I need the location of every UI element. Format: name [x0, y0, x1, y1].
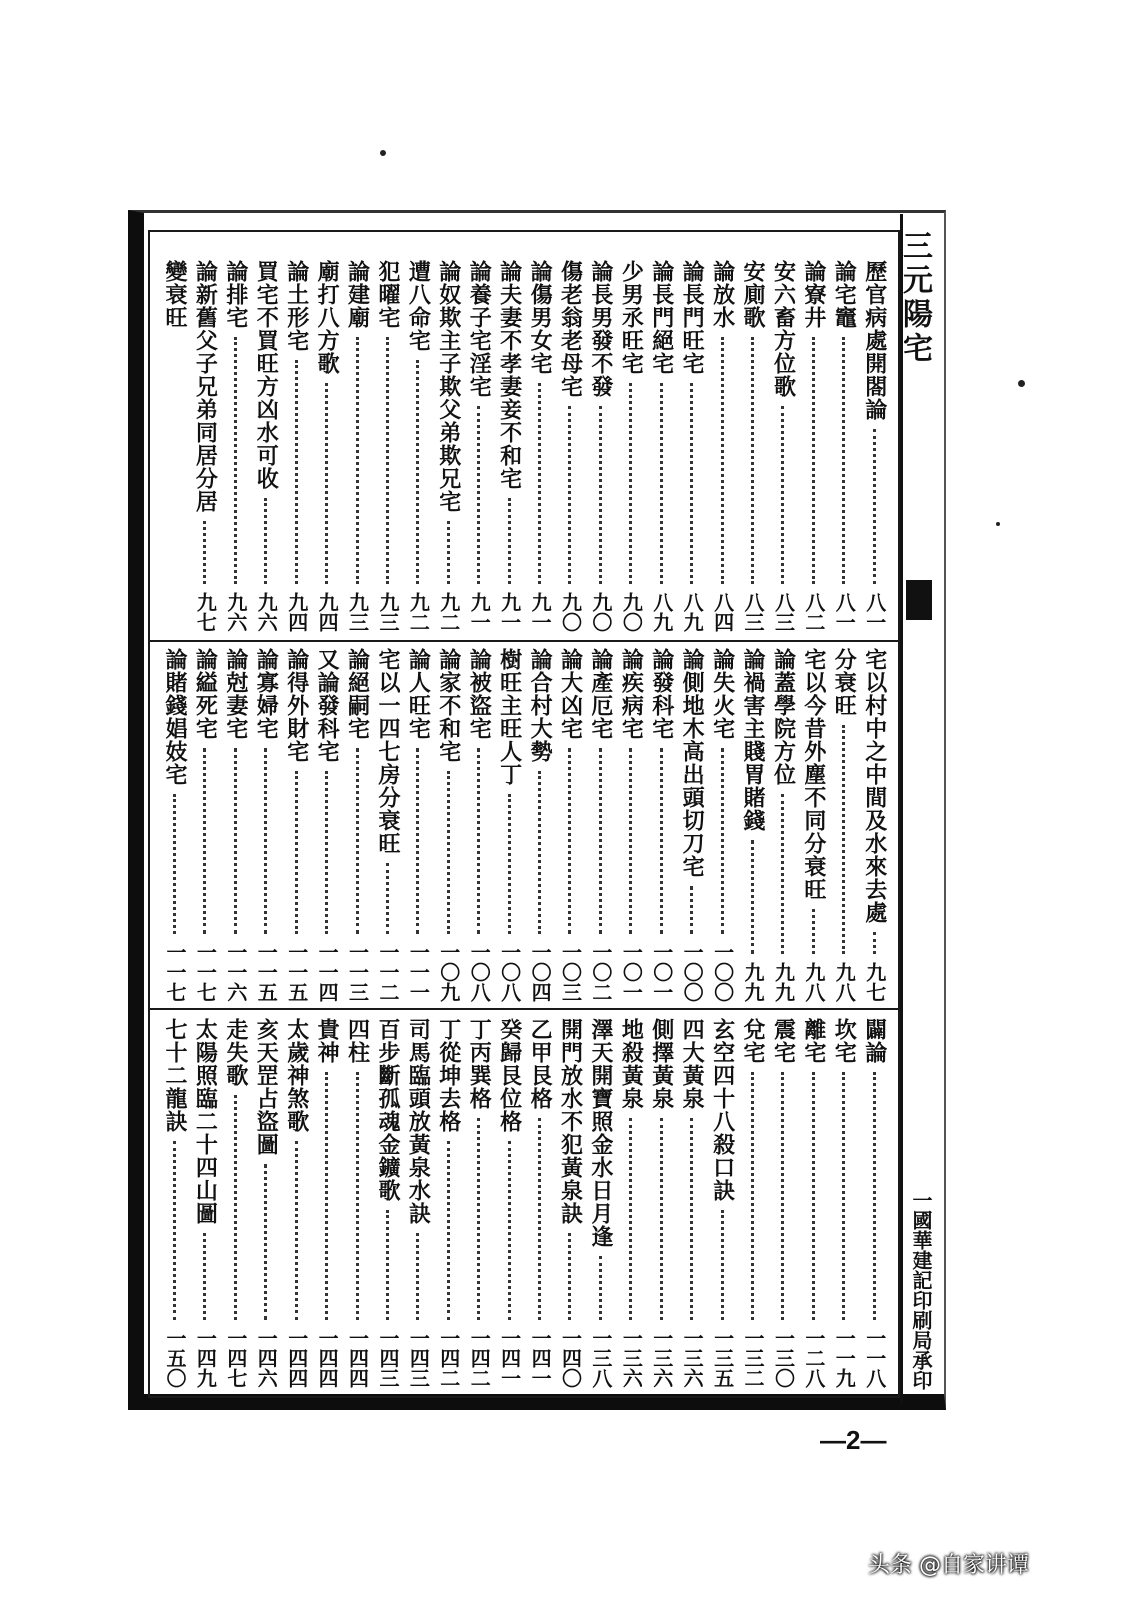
toc-entry-page: 九四: [315, 592, 340, 632]
dot-leader: [751, 337, 754, 584]
toc-entry: [464, 1018, 494, 1388]
dot-leader: [690, 383, 693, 584]
toc-entry-page: 一四四: [284, 1328, 309, 1388]
toc-entry: [464, 648, 494, 1002]
toc-entry: [190, 1018, 220, 1388]
toc-entry: [373, 1018, 403, 1388]
dot-leader: [477, 406, 480, 584]
toc-entry-title: 論長門絕宅: [648, 260, 675, 375]
toc-entry: [343, 648, 373, 1002]
dot-leader: [568, 1233, 571, 1320]
toc-entry-page: 一〇〇: [710, 942, 735, 1002]
dot-leader: [356, 337, 359, 584]
toc-entry-title: 貴神: [314, 1018, 341, 1064]
dot-leader: [477, 748, 480, 934]
toc-entry: [495, 260, 525, 632]
toc-entry: [586, 260, 616, 632]
toc-entry: [738, 260, 768, 632]
toc-entry: [738, 1018, 768, 1388]
toc-entry: [829, 260, 859, 632]
toc-entry-page: 一四一: [528, 1328, 553, 1388]
toc-entry-title: 變衰旺: [162, 260, 188, 329]
toc-entry-title: 論新舊父子兄弟同居分居: [192, 260, 219, 513]
toc-entry-page: 九〇: [588, 592, 613, 632]
toc-entry-page: 一二八: [801, 1328, 826, 1388]
toc-entry: [525, 648, 555, 1002]
toc-entry: [525, 1018, 555, 1388]
toc-entry-page: 一〇八: [467, 942, 492, 1002]
toc-entry: [221, 260, 251, 632]
toc-entry: [312, 1018, 342, 1388]
toc-entry-page: 一〇〇: [680, 942, 705, 1002]
toc-entry-page: 九三: [375, 592, 400, 632]
toc-entry: [190, 260, 220, 632]
toc-entry-page: 九九: [741, 962, 766, 1002]
toc-entry-title: 論尅妻宅: [222, 648, 249, 740]
dot-leader: [386, 1210, 389, 1320]
toc-entry-page: 九〇: [619, 592, 644, 632]
dot-leader: [842, 1072, 845, 1320]
toc-entry-title: 側擇黃泉: [648, 1018, 675, 1110]
toc-entry: [282, 648, 312, 1002]
toc-entry-title: 亥天罡占盜圖: [253, 1018, 280, 1156]
toc-entry: [434, 1018, 464, 1388]
toc-entry-title: 論禍害主賤胃賭錢: [740, 648, 767, 832]
dot-leader: [599, 406, 602, 584]
dot-leader: [203, 748, 206, 934]
toc-entry-page: 一一九: [832, 1328, 857, 1388]
toc-entry-title: 丁從坤去格: [435, 1018, 462, 1133]
dot-leader: [721, 748, 724, 934]
toc-entry-page: 九一: [467, 592, 492, 632]
dot-leader: [781, 794, 784, 954]
toc-entry-page: 一一三: [345, 942, 370, 1002]
dot-leader: [173, 1141, 176, 1320]
dot-leader: [416, 1233, 419, 1320]
dot-leader: [416, 360, 419, 584]
toc-section-1: [160, 260, 890, 632]
toc-entry-page: 一〇九: [436, 942, 461, 1002]
dot-leader: [599, 748, 602, 934]
toc-entry-page: 九二: [436, 592, 461, 632]
toc-entry-page: 一四二: [436, 1328, 461, 1388]
dot-leader: [599, 1256, 602, 1320]
dot-leader: [812, 1072, 815, 1320]
toc-entry-page: 一四三: [375, 1328, 400, 1388]
toc-entry: [343, 260, 373, 632]
toc-entry-page: 一〇二: [588, 942, 613, 1002]
toc-entry-page: 八九: [680, 592, 705, 632]
dot-leader: [690, 1118, 693, 1320]
dot-leader: [447, 521, 450, 584]
toc-entry-title: 玄空四十八殺口訣: [709, 1018, 736, 1202]
toc-entry-title: 兌宅: [740, 1018, 767, 1064]
dot-leader: [508, 1141, 511, 1320]
toc-entry-page: 一五〇: [163, 1328, 187, 1388]
dot-leader: [234, 337, 237, 584]
toc-entry-title: 論土形宅: [283, 260, 310, 352]
toc-entry: [221, 648, 251, 1002]
toc-entry: [190, 648, 220, 1002]
dot-leader: [690, 886, 693, 934]
toc-entry-page: 九〇: [558, 592, 583, 632]
toc-entry-page: 九七: [193, 592, 218, 632]
toc-entry: [677, 1018, 707, 1388]
toc-entry-title: 太陽照臨二十四山圖: [192, 1018, 219, 1225]
toc-entry-title: 開門放水不犯黃泉訣: [557, 1018, 584, 1225]
dot-leader: [447, 1141, 450, 1320]
scan-speck: [380, 150, 386, 156]
toc-entry-title: 乙甲艮格: [527, 1018, 554, 1110]
toc-entry-page: 九四: [284, 592, 309, 632]
toc-entry: [586, 648, 616, 1002]
toc-entry-page: 一三六: [649, 1328, 674, 1388]
toc-entry-page: 一三六: [680, 1328, 705, 1388]
dot-leader: [629, 748, 632, 934]
toc-entry: [677, 260, 707, 632]
toc-entry: [221, 1018, 251, 1388]
toc-entry-title: 論疾病宅: [618, 648, 645, 740]
dot-leader: [264, 748, 267, 934]
dot-leader: [295, 1141, 298, 1320]
toc-entry-page: 一一八: [862, 1328, 887, 1388]
dot-leader: [568, 406, 571, 584]
dot-leader: [295, 360, 298, 584]
toc-entry-page: 一一四: [315, 942, 340, 1002]
toc-entry: [708, 260, 738, 632]
dot-leader: [234, 1095, 237, 1320]
toc-entry-title: 論寮井: [800, 260, 827, 329]
toc-entry-title: 歷官病處開閤論: [861, 260, 888, 421]
toc-entry-page: 九一: [528, 592, 553, 632]
toc-entry-page: 一〇四: [528, 942, 553, 1002]
toc-entry-title: 買宅不買旺方凶水可收: [253, 260, 280, 490]
dot-leader: [873, 429, 876, 584]
toc-entry-page: 一一六: [223, 942, 248, 1002]
toc-entry-title: 論大凶宅: [557, 648, 584, 740]
dot-leader: [264, 498, 267, 584]
toc-entry: [647, 260, 677, 632]
toc-entry-title: 少男氶旺宅: [618, 260, 645, 375]
toc-entry-title: 分衰旺: [831, 648, 858, 717]
toc-entry-page: 九九: [771, 962, 796, 1002]
toc-entry: [160, 648, 190, 1002]
dot-leader: [873, 1072, 876, 1320]
dot-leader: [751, 1072, 754, 1320]
toc-entry-title: 論人旺宅: [405, 648, 432, 740]
toc-entry-title: 又論發科宅: [314, 648, 341, 763]
toc-entry: [616, 648, 646, 1002]
toc-entry: [799, 648, 829, 1002]
toc-entry: [738, 648, 768, 1002]
dot-leader: [721, 1210, 724, 1320]
toc-entry-title: 論長男發不發: [587, 260, 614, 398]
toc-entry-title: 論絕嗣宅: [344, 648, 371, 740]
toc-entry-page: 一四二: [467, 1328, 492, 1388]
toc-entry: [829, 1018, 859, 1388]
toc-entry-page: 一四一: [497, 1328, 522, 1388]
toc-entry-title: 百步斷孤魂金鑛歌: [374, 1018, 401, 1202]
toc-entry-page: 一四〇: [558, 1328, 583, 1388]
toc-entry-title: 坎宅: [831, 1018, 858, 1064]
dot-leader: [508, 794, 511, 934]
toc-entry: [768, 260, 798, 632]
toc-entry: [616, 1018, 646, 1388]
toc-entry-title: 犯曜宅: [374, 260, 401, 329]
dot-leader: [660, 748, 663, 934]
toc-entry-page: 一四四: [345, 1328, 370, 1388]
dot-leader: [721, 337, 724, 584]
toc-entry: [616, 260, 646, 632]
toc-entry-page: 一一七: [193, 942, 218, 1002]
toc-entry-page: 一一七: [163, 942, 187, 1002]
toc-entry: [251, 260, 281, 632]
toc-entry-page: 九三: [345, 592, 370, 632]
toc-entry-title: 論產厄宅: [587, 648, 614, 740]
toc-entry: [555, 648, 585, 1002]
toc-entry: [312, 260, 342, 632]
toc-entry: [647, 1018, 677, 1388]
toc-entry-title: 論奴欺主子欺父弟欺兄宅: [435, 260, 462, 513]
toc-entry-page: 八二: [801, 592, 826, 632]
toc-entry-title: 論側地木高出頭切刀宅: [679, 648, 706, 878]
dot-leader: [842, 725, 845, 954]
toc-entry-page: 八九: [649, 592, 674, 632]
toc-entry-title: 論得外財宅: [283, 648, 310, 763]
toc-entry-title: 論長門旺宅: [679, 260, 706, 375]
toc-entry: [343, 1018, 373, 1388]
toc-entry-page: 八一: [862, 592, 887, 632]
dot-leader: [568, 748, 571, 934]
toc-entry-title: 論排宅: [222, 260, 249, 329]
toc-entry: [251, 648, 281, 1002]
toc-entry-title: 論養子宅淫宅: [466, 260, 493, 398]
toc-entry: [495, 1018, 525, 1388]
toc-entry: [373, 260, 403, 632]
toc-entry: [860, 648, 890, 1002]
toc-entry-page: 九六: [223, 592, 248, 632]
dot-leader: [538, 1118, 541, 1320]
toc-entry-page: 一三二: [741, 1328, 766, 1388]
toc-entry-title: 七十二龍訣: [162, 1018, 188, 1133]
toc-entry: [160, 260, 190, 632]
dot-leader: [386, 337, 389, 584]
toc-entry-title: 澤天開寶照金水日月逢: [587, 1018, 614, 1248]
dot-leader: [203, 521, 206, 584]
dot-leader: [203, 1233, 206, 1320]
dot-leader: [234, 748, 237, 934]
toc-entry-page: 八一: [832, 592, 857, 632]
toc-entry-title: 論發科宅: [648, 648, 675, 740]
toc-entry-title: 震宅: [770, 1018, 797, 1064]
toc-entry-page: 八三: [741, 592, 766, 632]
toc-entry-title: 安廁歌: [740, 260, 767, 329]
toc-entry: [555, 260, 585, 632]
dot-leader: [356, 1072, 359, 1320]
toc-entry-page: 九八: [801, 962, 826, 1002]
toc-entry-title: 論家不和宅: [435, 648, 462, 763]
book-title: 三元陽宅: [897, 230, 932, 366]
toc-entry-title: 宅以一四七房分衰旺: [374, 648, 401, 855]
dot-leader: [629, 383, 632, 584]
toc-entry: [829, 648, 859, 1002]
toc-section-2: [160, 648, 890, 1002]
toc-entry-page: 九一: [497, 592, 522, 632]
dot-leader: [873, 932, 876, 954]
toc-entry-page: 九八: [832, 962, 857, 1002]
toc-entry: [251, 1018, 281, 1388]
toc-entry: [799, 1018, 829, 1388]
dot-leader: [325, 383, 328, 584]
dot-leader: [660, 383, 663, 584]
toc-entry: [799, 260, 829, 632]
toc-entry-title: 四大黃泉: [679, 1018, 706, 1110]
toc-entry-page: 九六: [254, 592, 279, 632]
toc-entry-title: 論失火宅: [709, 648, 736, 740]
toc-entry-title: 論宅竈: [831, 260, 858, 329]
toc-entry: [403, 648, 433, 1002]
toc-entry-page: 一一五: [254, 942, 279, 1002]
dot-leader: [477, 1118, 480, 1320]
toc-entry-title: 癸歸艮位格: [496, 1018, 523, 1133]
toc-entry-title: 廟打八方歌: [314, 260, 341, 375]
toc-entry-title: 闢論: [861, 1018, 888, 1064]
toc-entry-title: 司馬臨頭放黃泉水訣: [405, 1018, 432, 1225]
toc-entry: [434, 648, 464, 1002]
toc-entry-title: 論賭錢娼妓宅: [162, 648, 188, 786]
toc-entry: [708, 1018, 738, 1388]
toc-entry: [403, 260, 433, 632]
page-number: —2—: [820, 1425, 887, 1455]
toc-entry-title: 論放水: [709, 260, 736, 329]
toc-entry-page: 一四九: [193, 1328, 218, 1388]
toc-entry-title: 離宅: [800, 1018, 827, 1064]
section-divider: [150, 640, 900, 642]
scan-speck: [1018, 380, 1025, 387]
watermark: 头条 @自家讲谭: [868, 1553, 1029, 1578]
toc-entry-page: 一四七: [223, 1328, 248, 1388]
toc-entry: [160, 1018, 190, 1388]
section-divider: [150, 1008, 900, 1010]
toc-entry-title: 走失歌: [222, 1018, 249, 1087]
dot-leader: [508, 498, 511, 584]
dot-leader: [538, 771, 541, 934]
toc-entry-title: 樹旺主旺人丁: [496, 648, 523, 786]
toc-entry: [768, 648, 798, 1002]
dot-leader: [416, 748, 419, 934]
toc-entry-page: 一〇一: [619, 942, 644, 1002]
dot-leader: [781, 1072, 784, 1320]
dot-leader: [295, 771, 298, 934]
toc-entry-title: 論蓋學院方位: [770, 648, 797, 786]
toc-entry: [434, 260, 464, 632]
dot-leader: [325, 771, 328, 934]
scan-speck: [996, 522, 1000, 526]
toc-entry-title: 論建廟: [344, 260, 371, 329]
dot-leader: [781, 406, 784, 584]
dot-leader: [386, 863, 389, 934]
toc-entry: [282, 1018, 312, 1388]
toc-entry: [312, 648, 342, 1002]
toc-entry: [768, 1018, 798, 1388]
dot-leader: [325, 1072, 328, 1320]
toc-entry: [677, 648, 707, 1002]
toc-entry: [403, 1018, 433, 1388]
toc-entry-page: 一〇三: [558, 942, 583, 1002]
toc-entry-page: 一一五: [284, 942, 309, 1002]
dot-leader: [173, 794, 176, 934]
toc-entry-title: 地殺黃泉: [618, 1018, 645, 1110]
toc-entry: [555, 1018, 585, 1388]
dot-leader: [447, 771, 450, 934]
dot-leader: [538, 383, 541, 584]
header-ornament: [906, 580, 932, 620]
dot-leader: [842, 337, 845, 584]
publisher-imprint: 一國華建記印刷局承印: [909, 1190, 933, 1390]
toc-entry: [647, 648, 677, 1002]
toc-entry-title: 宅以村中之中間及水來去處: [861, 648, 888, 924]
dot-leader: [812, 337, 815, 584]
toc-entry-page: 八三: [771, 592, 796, 632]
toc-entry: [282, 260, 312, 632]
toc-entry-page: 一三六: [619, 1328, 644, 1388]
toc-entry-title: 四柱: [344, 1018, 371, 1064]
toc-entry-page: 一〇一: [649, 942, 674, 1002]
toc-entry-page: 一四六: [254, 1328, 279, 1388]
toc-entry-page: 一三〇: [771, 1328, 796, 1388]
toc-entry-title: 宅以今昔外塵不同分衰旺: [800, 648, 827, 901]
toc-entry-title: 丁丙巽格: [466, 1018, 493, 1110]
toc-entry-page: 一一二: [375, 942, 400, 1002]
toc-entry-title: 論傷男女宅: [527, 260, 554, 375]
toc-entry-title: 論合村大勢: [527, 648, 554, 763]
toc-entry: [464, 260, 494, 632]
toc-entry: [586, 1018, 616, 1388]
toc-entry-title: 論縊死宅: [192, 648, 219, 740]
toc-entry-page: 一三八: [588, 1328, 613, 1388]
toc-entry-page: 八四: [710, 592, 735, 632]
dot-leader: [264, 1164, 267, 1320]
toc-entry: [860, 1018, 890, 1388]
dot-leader: [812, 909, 815, 954]
toc-entry-title: 論寡婦宅: [253, 648, 280, 740]
dot-leader: [660, 1118, 663, 1320]
toc-entry-title: 傷老翁老母宅: [557, 260, 584, 398]
toc-entry-page: 一〇八: [497, 942, 522, 1002]
dot-leader: [356, 748, 359, 934]
toc-entry-title: 遭八命宅: [405, 260, 432, 352]
toc-entry-page: 一四四: [315, 1328, 340, 1388]
toc-section-3: [160, 1018, 890, 1388]
toc-entry-title: 論夫妻不孝妻妾不和宅: [496, 260, 523, 490]
toc-entry: [525, 260, 555, 632]
toc-entry: [708, 648, 738, 1002]
toc-entry: [495, 648, 525, 1002]
toc-entry-page: 一四三: [406, 1328, 431, 1388]
toc-entry: [860, 260, 890, 632]
toc-entry-page: 一三五: [710, 1328, 735, 1388]
toc-entry-page: 九七: [862, 962, 887, 1002]
toc-entry-page: 一一一: [406, 942, 431, 1002]
toc-entry-title: 太歲神煞歌: [283, 1018, 310, 1133]
toc-entry-title: 論被盜宅: [466, 648, 493, 740]
toc-entry-page: 九二: [406, 592, 431, 632]
toc-entry-title: 安六畜方位歌: [770, 260, 797, 398]
toc-entry: [373, 648, 403, 1002]
dot-leader: [629, 1118, 632, 1320]
dot-leader: [751, 840, 754, 954]
